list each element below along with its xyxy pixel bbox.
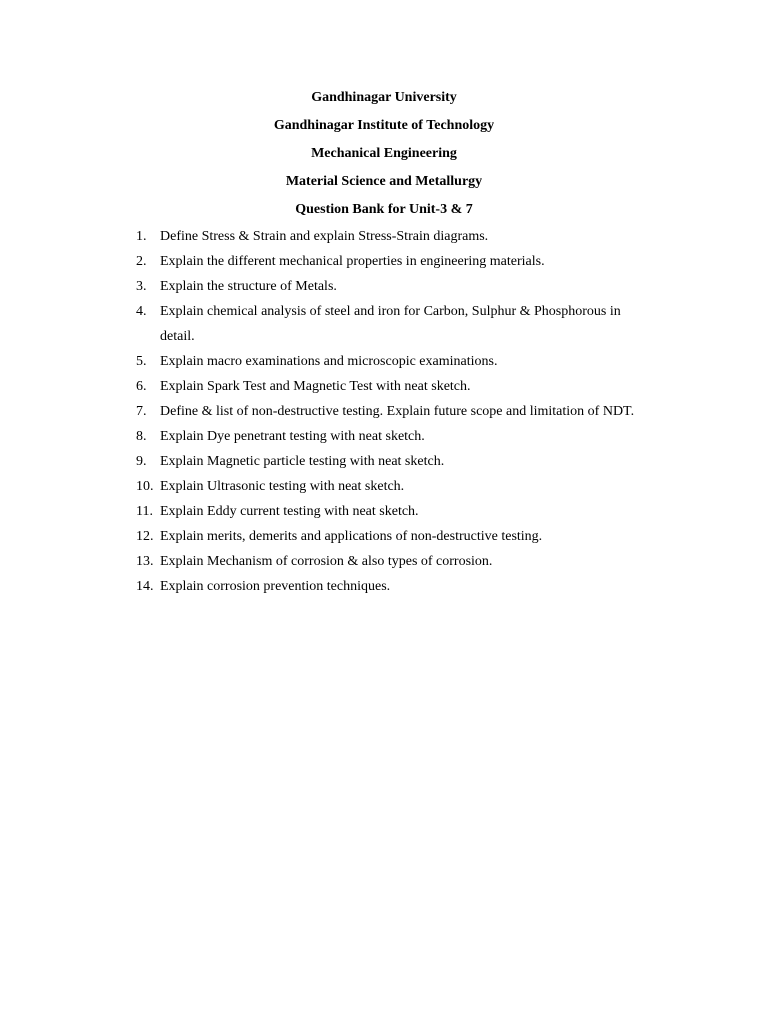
question-list bbox=[136, 224, 656, 599]
question-bank-title: Question Bank for Unit-3 & 7 bbox=[295, 202, 473, 217]
question-item bbox=[136, 499, 656, 524]
question-text: Explain the structure of Metals. bbox=[160, 279, 337, 294]
question-text: Explain Magnetic particle testing with neat sketch. bbox=[160, 454, 445, 469]
question-item bbox=[136, 474, 656, 499]
question-text: Explain Dye penetrant testing with neat sketch. bbox=[160, 429, 425, 444]
subject-name: Material Science and Metallurgy bbox=[285, 174, 483, 189]
question-number: 5. bbox=[136, 354, 147, 369]
question-text: Define Stress & Strain and explain Stress-Strain diagrams. bbox=[160, 229, 489, 244]
question-text: Explain Eddy current testing with neat sketch. bbox=[160, 504, 419, 519]
question-text: Explain macro examinations and microscopic examinations. bbox=[160, 354, 498, 369]
question-text: Explain the different mechanical properties in engineering materials. bbox=[160, 254, 545, 269]
question-number: 13. bbox=[136, 554, 154, 569]
document-header bbox=[0, 84, 768, 224]
question-number: 3. bbox=[136, 279, 147, 294]
question-number: 1. bbox=[136, 229, 147, 244]
question-text: Explain corrosion prevention techniques. bbox=[160, 579, 391, 594]
question-item bbox=[136, 549, 656, 574]
question-number: 4. bbox=[136, 304, 147, 319]
department-name: Mechanical Engineering bbox=[311, 146, 457, 161]
question-item bbox=[136, 224, 656, 249]
question-item bbox=[136, 299, 656, 349]
question-number: 6. bbox=[136, 379, 147, 394]
question-item bbox=[136, 449, 656, 474]
question-item bbox=[136, 274, 656, 299]
question-text: Define & list of non-destructive testing. Explain future scope and limitation of NDT. bbox=[160, 404, 635, 419]
question-number: 10. bbox=[136, 479, 154, 494]
question-item bbox=[136, 424, 656, 449]
question-text: Explain Mechanism of corrosion & also types of corrosion. bbox=[160, 554, 493, 569]
question-item bbox=[136, 374, 656, 399]
question-number: 2. bbox=[136, 254, 147, 269]
question-text: Explain chemical analysis of steel and iron for Carbon, Sulphur & Phosphorous in detail. bbox=[160, 304, 621, 344]
question-number: 11. bbox=[136, 504, 153, 519]
question-number: 9. bbox=[136, 454, 147, 469]
question-number: 14. bbox=[136, 579, 154, 594]
question-text: Explain Spark Test and Magnetic Test with neat sketch. bbox=[160, 379, 471, 394]
question-text: Explain merits, demerits and applications of non-destructive testing. bbox=[160, 529, 543, 544]
institute-name: Gandhinagar Institute of Technology bbox=[273, 118, 495, 133]
question-number: 12. bbox=[136, 529, 154, 544]
question-item bbox=[136, 349, 656, 374]
question-item bbox=[136, 399, 656, 424]
question-number: 7. bbox=[136, 404, 147, 419]
question-item bbox=[136, 524, 656, 549]
question-item bbox=[136, 574, 656, 599]
university-name: Gandhinagar University bbox=[311, 90, 457, 105]
question-item bbox=[136, 249, 656, 274]
question-number: 8. bbox=[136, 429, 147, 444]
question-text: Explain Ultrasonic testing with neat sketch. bbox=[160, 479, 405, 494]
